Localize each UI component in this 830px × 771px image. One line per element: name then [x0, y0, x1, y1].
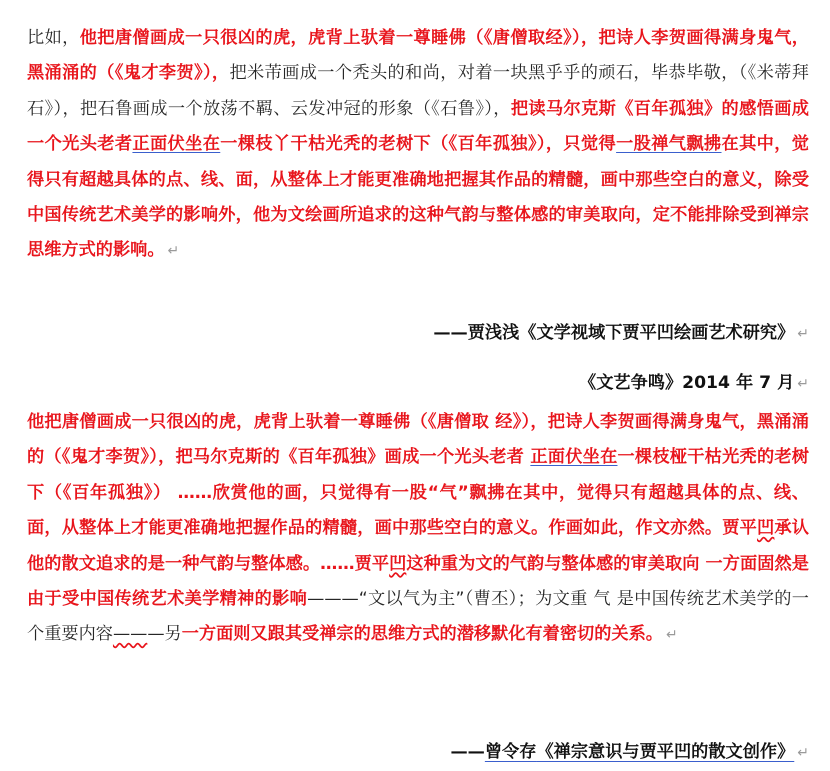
citation-3-title: 《禅宗意识与贾平凹的散文创作》 [536, 742, 795, 762]
p1-text-highlight-2: 把读马尔克斯《百年孤独》的感悟画成一个光头老者 [27, 98, 809, 155]
p2-text-wavy-1: 凹 [757, 518, 775, 539]
p2-text-highlight-4: 这种重为文的气韵与整体感的审美取向 一方面固然是由于受中国传统艺术美学精神的影响 [27, 553, 809, 610]
citation-3-author: 曾令存 [484, 742, 537, 762]
citation-author-2 [450, 737, 809, 762]
citation-author-1 [433, 318, 809, 343]
citation-1-text: ——贾浅浅《文学视域下贾平凹绘画艺术研究》 [433, 323, 795, 343]
p2-text-plain-1: —“文以气为主”（曹丕）；为文重 气 是中国传统艺术美学的一个重要内容 [27, 589, 809, 645]
p2-text-highlight-3: 承认他的散文追求的是一种气韵与整体感。……贾平 [27, 518, 809, 574]
p2-text-highlight-5: 一方面则又跟其受禅宗的思维方式的潜移默化有着密切的关系。 [181, 624, 663, 645]
p1-text-highlight-1: 他把唐僧画成一只很凶的虎，虎背上驮着一尊睡佛（《唐僧取经》），把诗人李贺画得满身鬼气，黑涌涌的（《鬼才李贺》）， [27, 28, 809, 84]
p2-text-dash-2: —— [112, 624, 148, 645]
paragraph-mark-icon: ↵ [797, 376, 809, 392]
p1-text-highlight-4: 在其中，觉得只有超越具体的点、线、面，从整体上才能更准确地把握其作品的精髓，画中那些空白的意义，除受中国传统艺术美学的影响外，他为文绘画所追求的这种气韵与整体感的审美取向，定不能排除受到禅宗思维方式的影响。 [27, 134, 809, 261]
paragraph-1 [27, 21, 809, 270]
paragraph-mark-icon: ↵ [665, 627, 678, 644]
p2-text-highlight-2: 一棵枝桠干枯光秃的老树下（《百年孤独》） ……欣赏他的画，只觉得有一股“气”飘拂在其中，觉得只有超越具体的点、线、面，从整体上才能更准确地把握作品的精髓，画中那些空白的意义。作画如此，作文亦然。贾平 [27, 447, 809, 539]
p2-text-highlight-1: 他把唐僧画成一只很凶的虎，虎背上驮着一尊睡佛（《唐僧取 经》），把诗人李贺画得满身鬼气，黑涌涌的（《鬼才李贺》），把马尔克斯的《百年孤独》画成一个光头老者 [27, 412, 809, 468]
p1-text-underlined-2: 一股禅气飘拂 [616, 134, 722, 155]
p1-text-plain-2: 把米芾画成一个秃头的和尚，对着一块黑乎乎的顽石，毕恭毕敬，（《米蒂拜石》），把石鲁画成一个放荡不羁、云发冲冠的形象（《石鲁》）， [27, 63, 809, 119]
paragraph-mark-icon: ↵ [797, 745, 809, 761]
p2-text-underlined-1: 正面伏坐在 [530, 447, 618, 468]
paragraph-mark-icon: ↵ [797, 326, 809, 342]
citation-3-prefix: —— [450, 742, 485, 762]
p2-text-wavy-2: 凹 [389, 553, 407, 574]
citation-2-text: 《文艺争鸣》2014 年 7 月 [579, 373, 795, 393]
paragraph-mark-icon: ↵ [167, 243, 180, 260]
p1-text-highlight-3: 一棵枝丫干枯光秃的老树下（《百年孤独》），只觉得 [220, 134, 617, 155]
paragraph-2 [27, 405, 809, 654]
p2-text-plain-2: —另 [147, 624, 182, 645]
p1-text-underlined-1: 正面伏坐在 [132, 134, 221, 155]
p2-text-dash-1: —— [307, 589, 342, 610]
p1-text-plain-1: 比如， [27, 28, 80, 48]
citation-source-1 [579, 368, 809, 393]
